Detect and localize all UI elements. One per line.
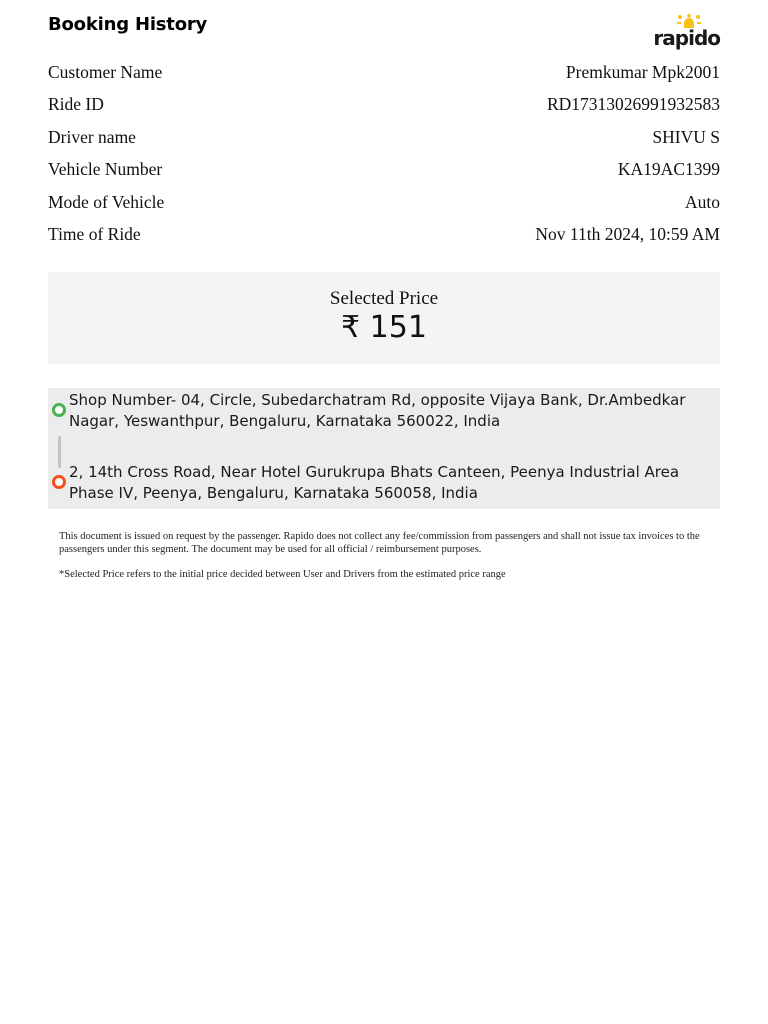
detail-label: Customer Name xyxy=(48,61,163,82)
disclaimer-text: This document is issued on request by the passenger. Rapido does not collect any fee/commission from passengers and shall not issue tax invoices to the passengers under this segment. The document may be used for all official / reimbursement purposes. xyxy=(59,531,700,555)
detail-value: Auto xyxy=(685,191,720,212)
detail-row-customer-name xyxy=(48,56,720,89)
detail-value: Nov 11th 2024, 10:59 AM xyxy=(535,224,720,245)
drop-address: 2, 14th Cross Road, Near Hotel Gurukrupa Bhats Canteen, Peenya Industrial Area Phase IV, Peenya, Bengaluru, Karnataka 560058, India xyxy=(69,463,680,502)
detail-value: SHIVU S xyxy=(652,126,720,147)
drop-marker-icon xyxy=(52,475,66,489)
detail-label: Mode of Vehicle xyxy=(48,191,165,212)
pickup-address: Shop Number- 04, Circle, Subedarchatram Rd, opposite Vijaya Bank, Dr.Ambedkar Nagar, Yeswanthpur, Bengaluru, Karnataka 560022, India xyxy=(69,391,686,430)
detail-value: KA19AC1399 xyxy=(617,159,720,180)
document-header xyxy=(48,0,720,56)
page-title: Booking History xyxy=(48,14,208,35)
rapido-logo xyxy=(653,14,720,54)
detail-label: Time of Ride xyxy=(48,224,141,245)
selected-price-card xyxy=(48,272,720,364)
detail-value: Premkumar Mpk2001 xyxy=(565,61,720,82)
detail-value: RD17313026991932583 xyxy=(546,94,720,115)
route-connector-line xyxy=(58,436,61,468)
detail-label: Ride ID xyxy=(48,94,104,115)
route-card xyxy=(48,388,720,509)
pickup-marker-icon xyxy=(52,403,66,417)
detail-label: Vehicle Number xyxy=(48,159,163,180)
booking-document xyxy=(48,0,720,580)
price-footnote: *Selected Price refers to the initial price decided between User and Drivers from the estimated price range xyxy=(59,569,506,580)
price-value: ₹ 151 xyxy=(341,310,427,345)
detail-label: Driver name xyxy=(48,126,136,147)
detail-row-time-of-ride xyxy=(48,219,720,252)
logo-text: rapido xyxy=(653,26,720,50)
detail-row-ride-id xyxy=(48,89,720,122)
detail-row-driver-name xyxy=(48,121,720,154)
price-label: Selected Price xyxy=(329,288,439,309)
detail-row-mode-of-vehicle xyxy=(48,186,720,219)
detail-row-vehicle-number xyxy=(48,154,720,187)
ride-details xyxy=(48,56,720,251)
